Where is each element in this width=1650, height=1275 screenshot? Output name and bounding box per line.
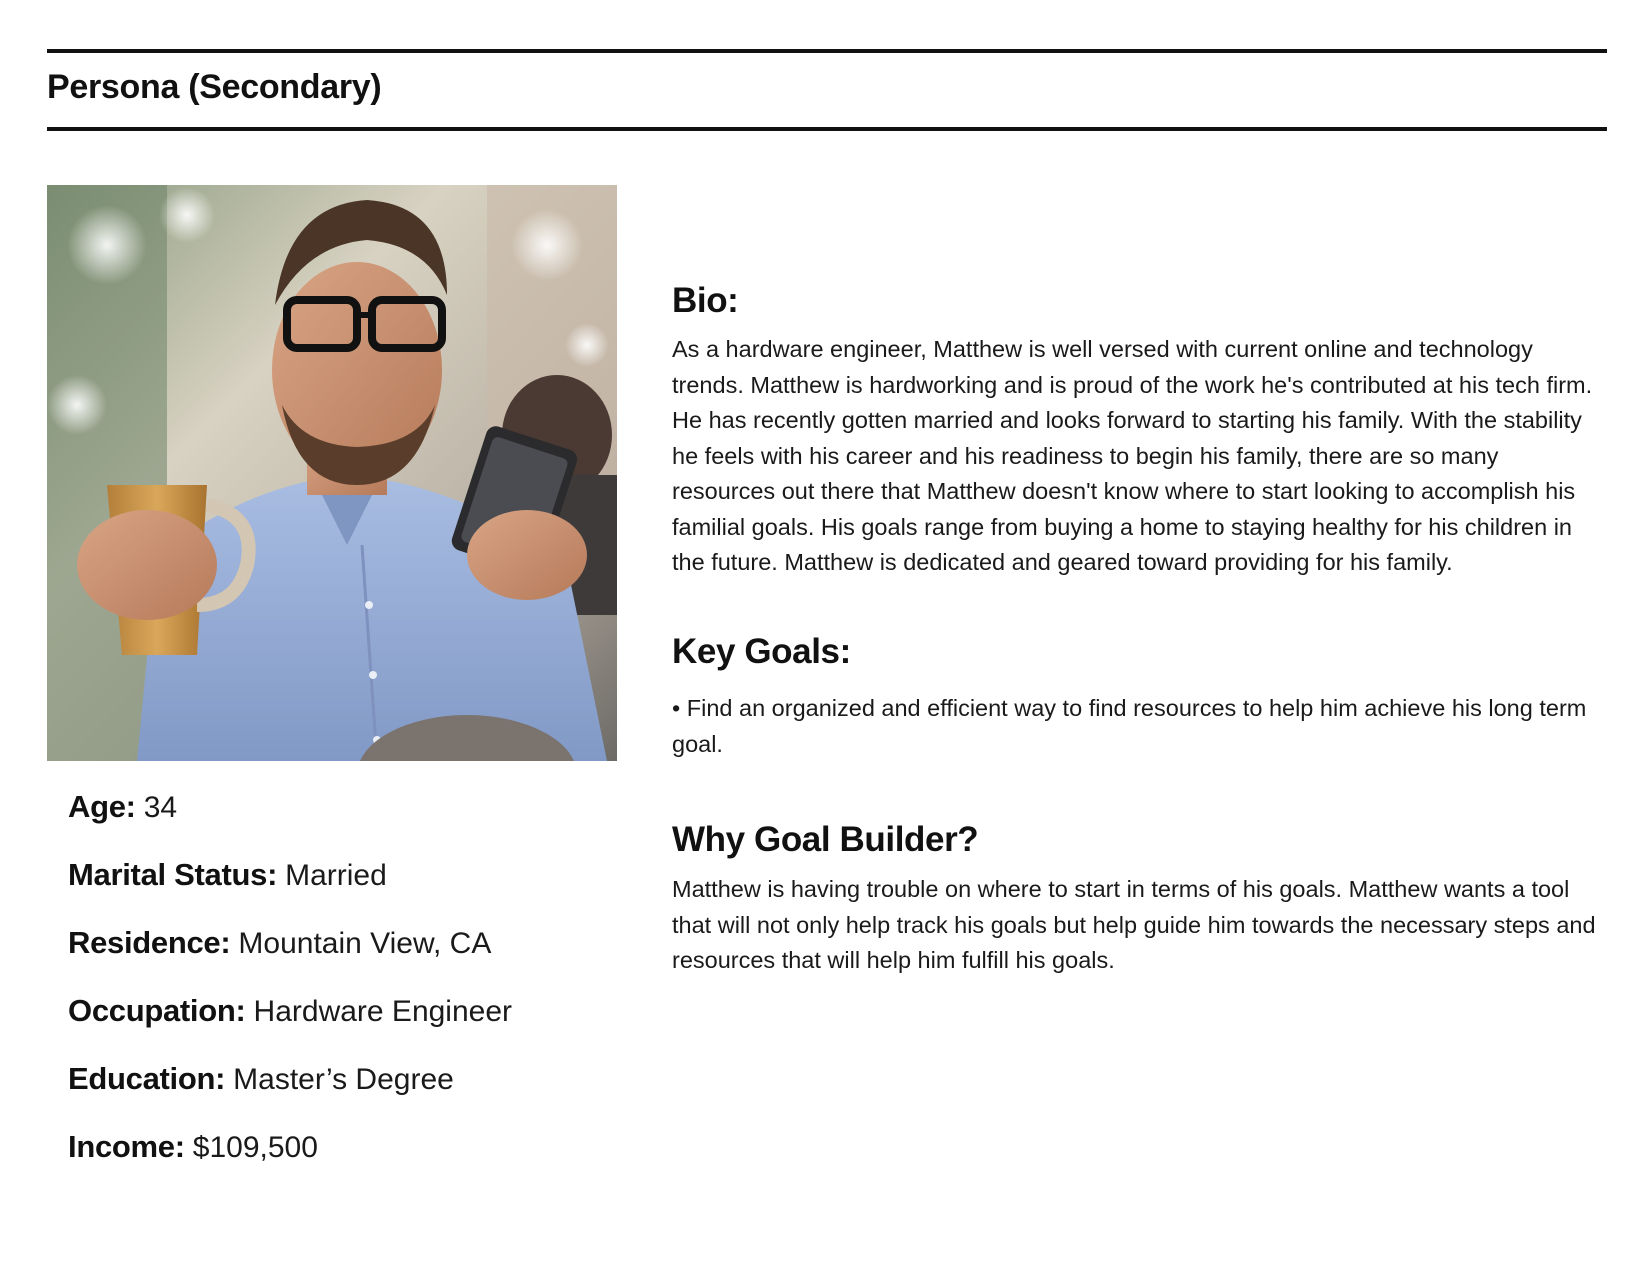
- fact-label: Education:: [68, 1061, 226, 1096]
- fact-label: Residence:: [68, 925, 231, 960]
- fact-value: $109,500: [192, 1131, 318, 1164]
- fact-value: Married: [285, 859, 387, 892]
- persona-photo: [47, 185, 617, 761]
- header-bottom-rule: [47, 127, 1607, 131]
- fact-education: [68, 1059, 628, 1127]
- fact-label: Age:: [68, 789, 136, 824]
- fact-occupation: [68, 991, 628, 1059]
- fact-value: Hardware Engineer: [253, 995, 513, 1028]
- fact-marital-status: [68, 855, 628, 923]
- fact-value: 34: [143, 791, 178, 824]
- fact-value: Mountain View, CA: [238, 927, 492, 960]
- why-goal-builder-text: Matthew is having trouble on where to start in terms of his goals. Matthew wants a tool that will not only help track his goals but help guide him towards the necessary steps and resources that will help him fulfill his goals.: [672, 876, 1596, 973]
- page-title: Persona (Secondary): [47, 68, 382, 106]
- persona-photo-illustration: [47, 185, 617, 761]
- fact-label: Marital Status:: [68, 857, 278, 892]
- fact-income: [68, 1127, 628, 1195]
- fact-label: Income:: [68, 1129, 185, 1164]
- why-goal-builder-heading: Why Goal Builder?: [672, 820, 979, 859]
- fact-residence: [68, 923, 628, 991]
- fact-label: Occupation:: [68, 993, 246, 1028]
- bio-heading: Bio:: [672, 281, 739, 320]
- bio-text: As a hardware engineer, Matthew is well versed with current online and technology trends. Matthew is hardworking and is proud of the work he's contributed at his tech firm. He has recently gotten married and looks forward to starting his family. With the stability he feels with his career and his readiness to begin his family, there are so many resources out there that Matthew doesn't know where to start looking to accomplish his familial goals. His goals range from buying a home to staying healthy for his children in the future. Matthew is dedicated and geared toward providing for his family.: [672, 336, 1593, 575]
- fact-age: [68, 787, 628, 855]
- key-goals-item: • Find an organized and efficient way to find resources to help him achieve his long term goal.: [672, 695, 1587, 757]
- key-goals-heading: Key Goals:: [672, 632, 851, 671]
- header-top-rule: [47, 49, 1607, 53]
- fact-value: Master’s Degree: [233, 1063, 454, 1096]
- demographics: [68, 787, 628, 1195]
